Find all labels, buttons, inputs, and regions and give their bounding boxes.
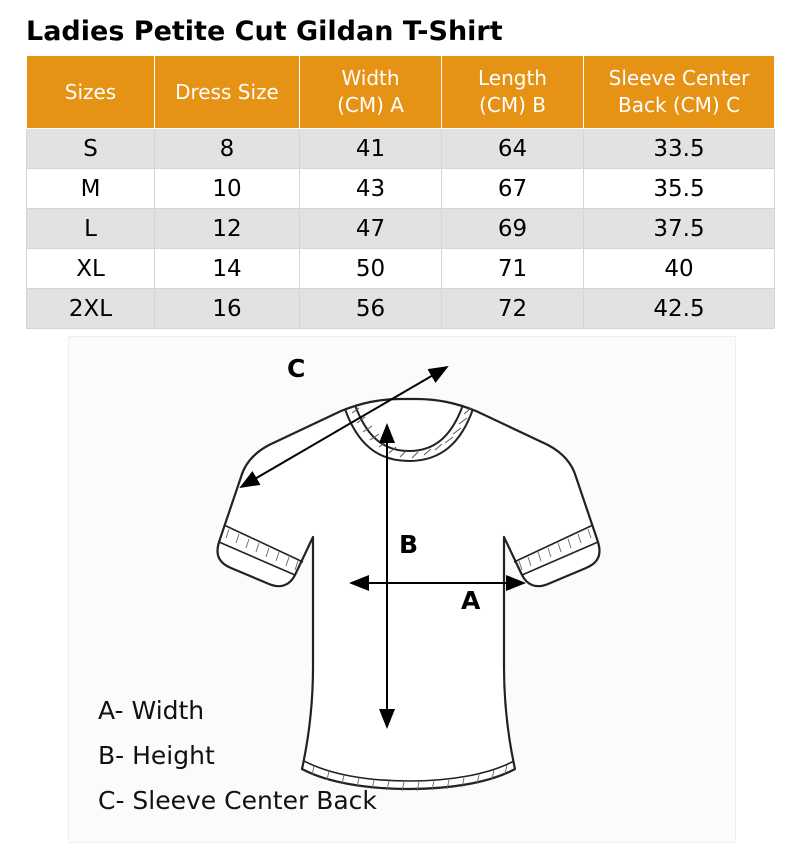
table-header-row [27,56,775,129]
cell-length: 69 [442,209,584,249]
cell-dress-size: 10 [155,169,300,209]
cell-width: 50 [300,249,442,289]
diagram-legend [98,688,377,823]
column-header-label: Dress Size [175,79,279,104]
cell-dress-size: 14 [155,249,300,289]
cell-sleeve: 33.5 [584,129,775,169]
cell-size: L [27,209,155,249]
cell-sleeve: 40 [584,249,775,289]
cell-size: XL [27,249,155,289]
legend-item-sleeve-center-back: C- Sleeve Center Back [98,786,377,815]
size-chart-table [26,55,775,329]
legend-item-height: B- Height [98,741,215,770]
column-header-label: Sizes [64,79,117,104]
cell-sleeve: 35.5 [584,169,775,209]
cell-sleeve: 42.5 [584,289,775,329]
cell-length: 64 [442,129,584,169]
table-row [27,169,775,209]
cell-size: S [27,129,155,169]
cell-width: 41 [300,129,442,169]
table-row [27,289,775,329]
column-header-label-line2: Back (CM) C [617,93,741,117]
measure-label-a: A [461,586,481,615]
cell-dress-size: 8 [155,129,300,169]
cell-size: M [27,169,155,209]
page-title: Ladies Petite Cut Gildan T-Shirt [26,16,503,47]
column-header-width [300,56,442,129]
column-header-label-line2: (CM) A [337,93,404,117]
table-row [27,209,775,249]
cell-length: 71 [442,249,584,289]
cell-sleeve: 37.5 [584,209,775,249]
cell-size: 2XL [27,289,155,329]
cell-width: 43 [300,169,442,209]
table-row [27,129,775,169]
column-header-label-line1: Length [478,66,547,90]
cell-dress-size: 12 [155,209,300,249]
cell-length: 72 [442,289,584,329]
column-header-sleeve-center-back [584,56,775,129]
cell-length: 67 [442,169,584,209]
cell-width: 56 [300,289,442,329]
column-header-label-line2: (CM) B [479,93,546,117]
measure-label-c: C [287,354,306,383]
cell-dress-size: 16 [155,289,300,329]
cell-width: 47 [300,209,442,249]
column-header-label-line1: Width [341,66,400,90]
column-header-sizes [27,56,155,129]
table-row [27,249,775,289]
legend-item-width: A- Width [98,696,205,725]
column-header-label-line1: Sleeve Center [608,66,750,90]
column-header-dress-size [155,56,300,129]
measure-label-b: B [399,530,419,559]
column-header-length [442,56,584,129]
